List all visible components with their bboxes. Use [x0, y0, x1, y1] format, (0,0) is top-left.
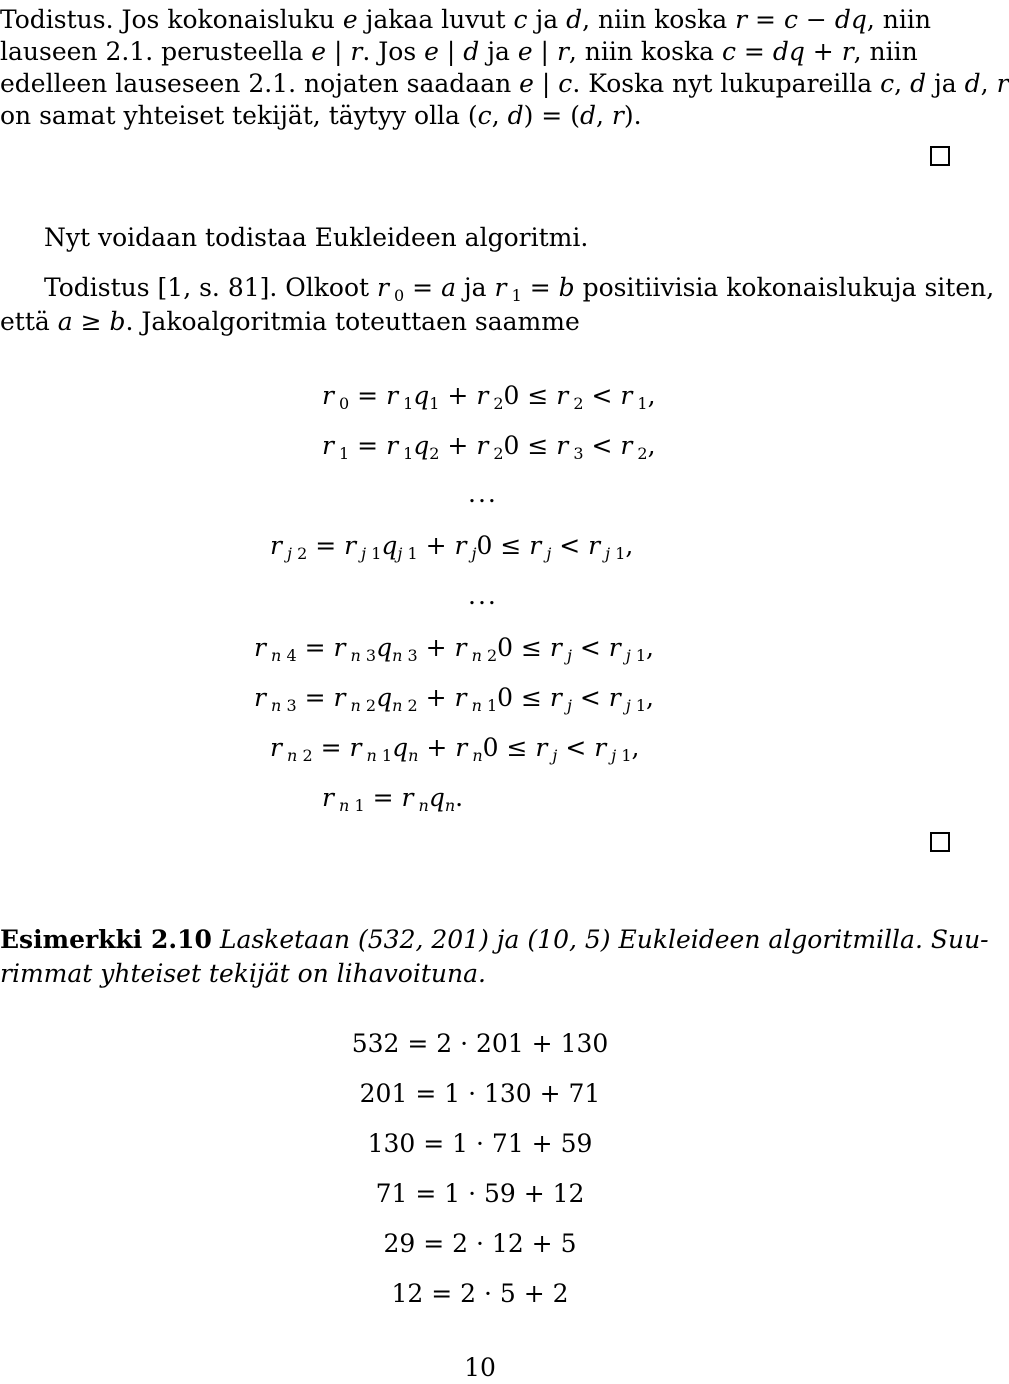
proof1-line-3: edelleen lauseseen 2.1. nojaten saadaan e | c. Koska nyt lukupareilla c, d ja d, r: [0, 69, 1009, 98]
qed-square-2: [930, 832, 950, 852]
proof1-line-4: on samat yhteiset tekijät, täytyy olla (c, d) = (d, r).: [0, 101, 642, 130]
example-text-2: rimmat yhteiset tekijät on lihavoituna.: [0, 959, 486, 988]
equation-4: r $_{n 4}$ = r $_{n 3}q_{n 3} + r$ $_{n 2}$0 ≤ r $_j$ < r $_{j 1}$,: [254, 633, 654, 665]
proof1-line-2: lauseen 2.1. perusteella e | r. Jos e | d ja e | r, niin koska c = dq + r, niin: [0, 37, 918, 66]
equation-3: r $_{j 2}$ = r $_{j 1}q_{j 1} + r$ $_j$0 ≤ r $_j$ < r $_{j 1}$,: [270, 531, 634, 563]
example-line-1: [0, 924, 989, 956]
example-text-1: Lasketaan (532, 201) ja (10, 5) Eukleideen algoritmilla. Suu-: [219, 925, 989, 954]
equation-7: r $_{n 1}$ = r $_nq_n$.: [322, 783, 464, 815]
computation-6: 12 = 2 · 5 + 2: [391, 1279, 569, 1308]
equation-ellipsis-2: ...: [468, 581, 498, 610]
qed-square-1: [930, 146, 950, 166]
example-label: Esimerkki 2.10: [0, 925, 212, 954]
computation-5: 29 = 2 · 12 + 5: [383, 1229, 577, 1258]
computation-2: 201 = 1 · 130 + 71: [359, 1079, 601, 1108]
page-number: 10: [464, 1353, 496, 1382]
computation-1: 532 = 2 · 201 + 130: [351, 1029, 609, 1058]
equation-6: r $_{n 2}$ = r $_{n 1}q_n + r$ $_n$0 ≤ r $_j$ < r $_{j 1}$,: [270, 733, 640, 765]
equation-1: r $_0$ = r $_1q_1 + r$ $_2$0 ≤ r $_2$ < r $_1$,: [322, 381, 656, 413]
computation-4: 71 = 1 · 59 + 12: [375, 1179, 585, 1208]
proof1-line-1: Todistus. Jos kokonaisluku e jakaa luvut c ja d, niin koska r = c − dq, niin: [0, 5, 931, 34]
equation-5: r $_{n 3}$ = r $_{n 2}q_{n 2} + r$ $_{n 1}$0 ≤ r $_j$ < r $_{j 1}$,: [254, 683, 654, 715]
example-line-2: [0, 958, 960, 990]
proof2-line-1: Todistus [1, s. 81]. Olkoot r $_0$ = a ja r $_1$ = b positiivisia kokonaislukuja siten,: [44, 273, 995, 305]
computation-3: 130 = 1 · 71 + 59: [367, 1129, 593, 1158]
equation-2: r $_1$ = r $_1q_2 + r$ $_2$0 ≤ r $_3$ < r $_2$,: [322, 431, 656, 463]
proof2-line-2: että a ≥ b. Jakoalgoritmia toteuttaen saamme: [0, 307, 580, 336]
intro-text: Nyt voidaan todistaa Eukleideen algoritmi.: [44, 223, 589, 252]
equation-ellipsis-1: ...: [468, 479, 498, 508]
